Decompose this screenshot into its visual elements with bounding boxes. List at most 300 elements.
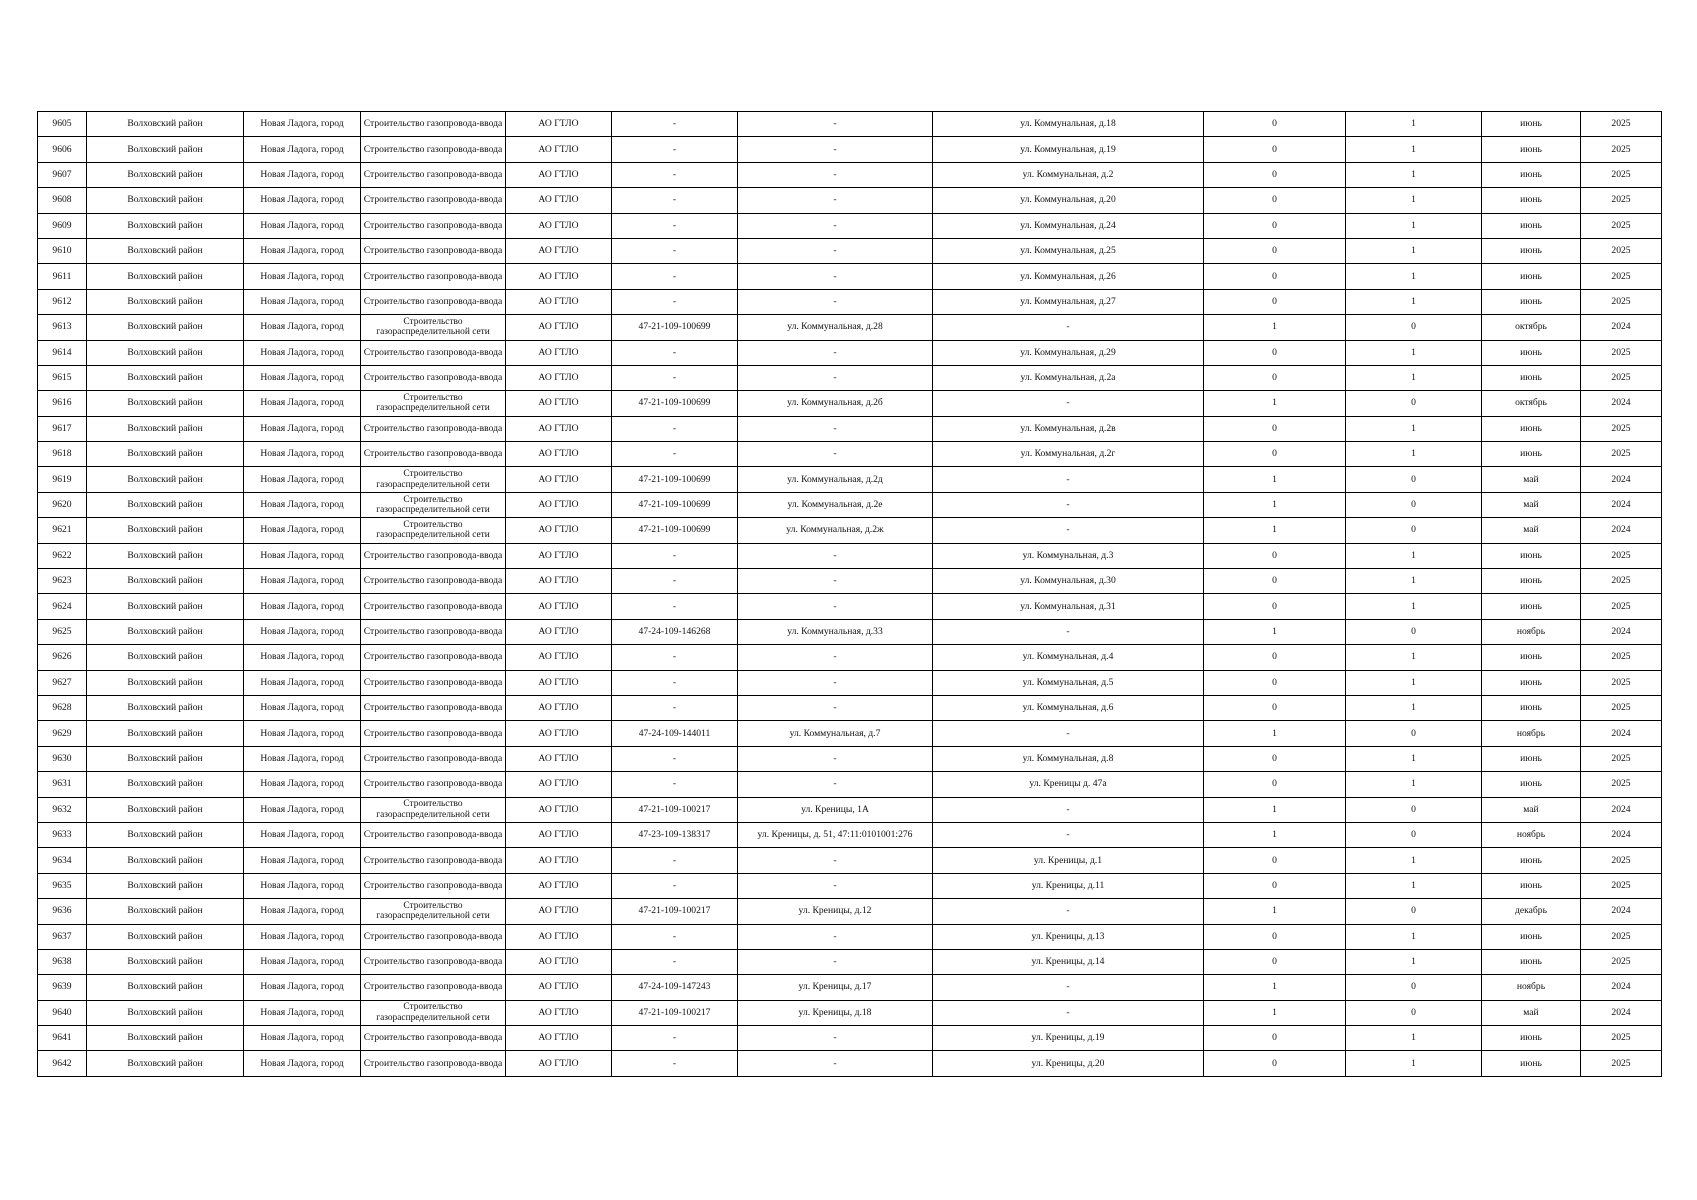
work-type-cell: Строительство газопровода-ввода bbox=[361, 162, 506, 187]
year-cell: 2025 bbox=[1581, 162, 1662, 187]
district-cell: Волховский район bbox=[87, 264, 244, 289]
row-number-cell: 9622 bbox=[38, 543, 87, 568]
table-row bbox=[38, 1051, 1662, 1076]
inlet-flag-cell: 1 bbox=[1346, 416, 1482, 441]
object-code-cell: - bbox=[612, 924, 738, 949]
operator-cell: АО ГТЛО bbox=[506, 162, 612, 187]
inlet-address-cell: ул. Коммунальная, д.31 bbox=[933, 594, 1204, 619]
settlement-cell: Новая Ладога, город bbox=[244, 391, 361, 416]
month-cell: июнь bbox=[1482, 924, 1581, 949]
operator-cell: АО ГТЛО bbox=[506, 416, 612, 441]
district-cell: Волховский район bbox=[87, 797, 244, 822]
work-type-cell: Строительство газопровода-ввода bbox=[361, 289, 506, 314]
operator-cell: АО ГТЛО bbox=[506, 467, 612, 492]
inlet-flag-cell: 1 bbox=[1346, 848, 1482, 873]
inlet-flag-cell: 1 bbox=[1346, 746, 1482, 771]
table-row bbox=[38, 492, 1662, 517]
work-type-cell: Строительство газопровода-ввода bbox=[361, 1026, 506, 1051]
work-type-cell: Строительство газораспределительной сети bbox=[361, 467, 506, 492]
network-address-cell: - bbox=[738, 746, 933, 771]
work-type-cell: Строительство газопровода-ввода bbox=[361, 975, 506, 1000]
work-type-cell: Строительство газопровода-ввода bbox=[361, 213, 506, 238]
month-cell: ноябрь bbox=[1482, 619, 1581, 644]
object-code-cell: - bbox=[612, 340, 738, 365]
month-cell: июнь bbox=[1482, 670, 1581, 695]
network-flag-cell: 0 bbox=[1204, 416, 1346, 441]
year-cell: 2024 bbox=[1581, 822, 1662, 847]
object-code-cell: 47-21-109-100217 bbox=[612, 797, 738, 822]
settlement-cell: Новая Ладога, город bbox=[244, 619, 361, 644]
inlet-address-cell: - bbox=[933, 822, 1204, 847]
district-cell: Волховский район bbox=[87, 924, 244, 949]
network-address-cell: - bbox=[738, 1051, 933, 1076]
work-type-cell: Строительство газопровода-ввода bbox=[361, 340, 506, 365]
inlet-address-cell: ул. Коммунальная, д.2а bbox=[933, 365, 1204, 390]
inlet-address-cell: - bbox=[933, 467, 1204, 492]
row-number-cell: 9628 bbox=[38, 695, 87, 720]
network-address-cell: - bbox=[738, 670, 933, 695]
row-number-cell: 9620 bbox=[38, 492, 87, 517]
network-address-cell: - bbox=[738, 289, 933, 314]
inlet-address-cell: ул. Коммунальная, д.2в bbox=[933, 416, 1204, 441]
month-cell: июнь bbox=[1482, 188, 1581, 213]
network-flag-cell: 1 bbox=[1204, 315, 1346, 340]
year-cell: 2025 bbox=[1581, 873, 1662, 898]
inlet-flag-cell: 0 bbox=[1346, 797, 1482, 822]
inlet-flag-cell: 0 bbox=[1346, 721, 1482, 746]
object-code-cell: - bbox=[612, 264, 738, 289]
district-cell: Волховский район bbox=[87, 315, 244, 340]
district-cell: Волховский район bbox=[87, 213, 244, 238]
settlement-cell: Новая Ладога, город bbox=[244, 238, 361, 263]
district-cell: Волховский район bbox=[87, 1026, 244, 1051]
network-flag-cell: 0 bbox=[1204, 772, 1346, 797]
district-cell: Волховский район bbox=[87, 340, 244, 365]
month-cell: ноябрь bbox=[1482, 721, 1581, 746]
settlement-cell: Новая Ладога, город bbox=[244, 594, 361, 619]
month-cell: июнь bbox=[1482, 365, 1581, 390]
network-address-cell: - bbox=[738, 848, 933, 873]
table-row bbox=[38, 543, 1662, 568]
year-cell: 2025 bbox=[1581, 670, 1662, 695]
inlet-address-cell: ул. Креницы, д.20 bbox=[933, 1051, 1204, 1076]
document-page bbox=[37, 111, 1661, 1077]
operator-cell: АО ГТЛО bbox=[506, 695, 612, 720]
month-cell: июнь bbox=[1482, 695, 1581, 720]
settlement-cell: Новая Ладога, город bbox=[244, 416, 361, 441]
year-cell: 2024 bbox=[1581, 518, 1662, 543]
work-type-cell: Строительство газопровода-ввода bbox=[361, 848, 506, 873]
network-address-cell: ул. Коммунальная, д.2е bbox=[738, 492, 933, 517]
table-row bbox=[38, 772, 1662, 797]
district-cell: Волховский район bbox=[87, 848, 244, 873]
settlement-cell: Новая Ладога, город bbox=[244, 213, 361, 238]
inlet-address-cell: ул. Креницы д. 47а bbox=[933, 772, 1204, 797]
inlet-flag-cell: 0 bbox=[1346, 1000, 1482, 1025]
table-row bbox=[38, 695, 1662, 720]
work-type-cell: Строительство газопровода-ввода bbox=[361, 695, 506, 720]
work-type-cell: Строительство газопровода-ввода bbox=[361, 1051, 506, 1076]
year-cell: 2024 bbox=[1581, 1000, 1662, 1025]
work-type-cell: Строительство газопровода-ввода bbox=[361, 822, 506, 847]
network-flag-cell: 1 bbox=[1204, 899, 1346, 924]
network-flag-cell: 0 bbox=[1204, 112, 1346, 137]
object-code-cell: - bbox=[612, 112, 738, 137]
inlet-address-cell: ул. Коммунальная, д.2 bbox=[933, 162, 1204, 187]
inlet-flag-cell: 1 bbox=[1346, 442, 1482, 467]
inlet-address-cell: ул. Коммунальная, д.25 bbox=[933, 238, 1204, 263]
district-cell: Волховский район bbox=[87, 594, 244, 619]
table-row bbox=[38, 518, 1662, 543]
operator-cell: АО ГТЛО bbox=[506, 315, 612, 340]
year-cell: 2025 bbox=[1581, 188, 1662, 213]
settlement-cell: Новая Ладога, город bbox=[244, 797, 361, 822]
month-cell: июнь bbox=[1482, 1026, 1581, 1051]
table-row bbox=[38, 213, 1662, 238]
inlet-address-cell: ул. Коммунальная, д.6 bbox=[933, 695, 1204, 720]
network-flag-cell: 0 bbox=[1204, 873, 1346, 898]
month-cell: июнь bbox=[1482, 949, 1581, 974]
network-address-cell: ул. Креницы, д. 51, 47:11:0101001:276 bbox=[738, 822, 933, 847]
inlet-flag-cell: 1 bbox=[1346, 340, 1482, 365]
object-code-cell: 47-23-109-138317 bbox=[612, 822, 738, 847]
inlet-address-cell: ул. Коммунальная, д.27 bbox=[933, 289, 1204, 314]
work-type-cell: Строительство газопровода-ввода bbox=[361, 137, 506, 162]
network-flag-cell: 1 bbox=[1204, 721, 1346, 746]
month-cell: октябрь bbox=[1482, 391, 1581, 416]
inlet-flag-cell: 0 bbox=[1346, 975, 1482, 1000]
operator-cell: АО ГТЛО bbox=[506, 645, 612, 670]
network-flag-cell: 0 bbox=[1204, 264, 1346, 289]
settlement-cell: Новая Ладога, город bbox=[244, 899, 361, 924]
month-cell: июнь bbox=[1482, 645, 1581, 670]
district-cell: Волховский район bbox=[87, 137, 244, 162]
object-code-cell: - bbox=[612, 365, 738, 390]
settlement-cell: Новая Ладога, город bbox=[244, 645, 361, 670]
inlet-flag-cell: 1 bbox=[1346, 365, 1482, 390]
work-type-cell: Строительство газопровода-ввода bbox=[361, 112, 506, 137]
settlement-cell: Новая Ладога, город bbox=[244, 112, 361, 137]
settlement-cell: Новая Ладога, город bbox=[244, 162, 361, 187]
object-code-cell: - bbox=[612, 695, 738, 720]
table-row bbox=[38, 467, 1662, 492]
network-flag-cell: 0 bbox=[1204, 848, 1346, 873]
settlement-cell: Новая Ладога, город bbox=[244, 949, 361, 974]
object-code-cell: - bbox=[612, 416, 738, 441]
operator-cell: АО ГТЛО bbox=[506, 1000, 612, 1025]
district-cell: Волховский район bbox=[87, 975, 244, 1000]
work-type-cell: Строительство газораспределительной сети bbox=[361, 518, 506, 543]
row-number-cell: 9640 bbox=[38, 1000, 87, 1025]
inlet-flag-cell: 0 bbox=[1346, 899, 1482, 924]
settlement-cell: Новая Ладога, город bbox=[244, 289, 361, 314]
network-address-cell: - bbox=[738, 594, 933, 619]
settlement-cell: Новая Ладога, город bbox=[244, 188, 361, 213]
operator-cell: АО ГТЛО bbox=[506, 264, 612, 289]
table-row bbox=[38, 848, 1662, 873]
year-cell: 2025 bbox=[1581, 1051, 1662, 1076]
row-number-cell: 9639 bbox=[38, 975, 87, 1000]
table-row bbox=[38, 797, 1662, 822]
row-number-cell: 9627 bbox=[38, 670, 87, 695]
network-flag-cell: 0 bbox=[1204, 213, 1346, 238]
operator-cell: АО ГТЛО bbox=[506, 797, 612, 822]
district-cell: Волховский район bbox=[87, 619, 244, 644]
network-address-cell: - bbox=[738, 213, 933, 238]
inlet-address-cell: - bbox=[933, 391, 1204, 416]
row-number-cell: 9636 bbox=[38, 899, 87, 924]
settlement-cell: Новая Ладога, город bbox=[244, 492, 361, 517]
inlet-flag-cell: 0 bbox=[1346, 315, 1482, 340]
network-flag-cell: 1 bbox=[1204, 518, 1346, 543]
month-cell: май bbox=[1482, 492, 1581, 517]
year-cell: 2025 bbox=[1581, 746, 1662, 771]
settlement-cell: Новая Ладога, город bbox=[244, 1051, 361, 1076]
work-type-cell: Строительство газораспределительной сети bbox=[361, 315, 506, 340]
network-address-cell: - bbox=[738, 924, 933, 949]
inlet-flag-cell: 1 bbox=[1346, 924, 1482, 949]
operator-cell: АО ГТЛО bbox=[506, 746, 612, 771]
operator-cell: АО ГТЛО bbox=[506, 848, 612, 873]
object-code-cell: - bbox=[612, 137, 738, 162]
inlet-flag-cell: 1 bbox=[1346, 772, 1482, 797]
inlet-flag-cell: 1 bbox=[1346, 289, 1482, 314]
table-row bbox=[38, 340, 1662, 365]
work-type-cell: Строительство газопровода-ввода bbox=[361, 416, 506, 441]
table-row bbox=[38, 949, 1662, 974]
row-number-cell: 9618 bbox=[38, 442, 87, 467]
work-type-cell: Строительство газораспределительной сети bbox=[361, 797, 506, 822]
district-cell: Волховский район bbox=[87, 518, 244, 543]
work-type-cell: Строительство газопровода-ввода bbox=[361, 264, 506, 289]
table-body bbox=[38, 112, 1662, 1077]
row-number-cell: 9610 bbox=[38, 238, 87, 263]
district-cell: Волховский район bbox=[87, 1000, 244, 1025]
inlet-flag-cell: 1 bbox=[1346, 873, 1482, 898]
month-cell: июнь bbox=[1482, 594, 1581, 619]
month-cell: июнь bbox=[1482, 162, 1581, 187]
operator-cell: АО ГТЛО bbox=[506, 365, 612, 390]
month-cell: июнь bbox=[1482, 213, 1581, 238]
year-cell: 2024 bbox=[1581, 975, 1662, 1000]
object-code-cell: 47-21-109-100699 bbox=[612, 391, 738, 416]
settlement-cell: Новая Ладога, город bbox=[244, 848, 361, 873]
year-cell: 2024 bbox=[1581, 391, 1662, 416]
row-number-cell: 9635 bbox=[38, 873, 87, 898]
settlement-cell: Новая Ладога, город bbox=[244, 772, 361, 797]
network-flag-cell: 0 bbox=[1204, 670, 1346, 695]
year-cell: 2024 bbox=[1581, 721, 1662, 746]
operator-cell: АО ГТЛО bbox=[506, 188, 612, 213]
inlet-address-cell: - bbox=[933, 975, 1204, 1000]
object-code-cell: - bbox=[612, 289, 738, 314]
year-cell: 2025 bbox=[1581, 543, 1662, 568]
inlet-flag-cell: 1 bbox=[1346, 264, 1482, 289]
table-row bbox=[38, 416, 1662, 441]
year-cell: 2024 bbox=[1581, 619, 1662, 644]
operator-cell: АО ГТЛО bbox=[506, 873, 612, 898]
year-cell: 2025 bbox=[1581, 569, 1662, 594]
table-row bbox=[38, 822, 1662, 847]
district-cell: Волховский район bbox=[87, 645, 244, 670]
year-cell: 2025 bbox=[1581, 1026, 1662, 1051]
work-type-cell: Строительство газопровода-ввода bbox=[361, 721, 506, 746]
settlement-cell: Новая Ладога, город bbox=[244, 137, 361, 162]
district-cell: Волховский район bbox=[87, 467, 244, 492]
district-cell: Волховский район bbox=[87, 899, 244, 924]
table-row bbox=[38, 289, 1662, 314]
network-address-cell: - bbox=[738, 264, 933, 289]
network-address-cell: ул. Коммунальная, д.2ж bbox=[738, 518, 933, 543]
table-row bbox=[38, 899, 1662, 924]
work-type-cell: Строительство газораспределительной сети bbox=[361, 492, 506, 517]
network-flag-cell: 0 bbox=[1204, 137, 1346, 162]
inlet-flag-cell: 1 bbox=[1346, 949, 1482, 974]
work-type-cell: Строительство газопровода-ввода bbox=[361, 772, 506, 797]
settlement-cell: Новая Ладога, город bbox=[244, 569, 361, 594]
district-cell: Волховский район bbox=[87, 112, 244, 137]
network-flag-cell: 1 bbox=[1204, 619, 1346, 644]
month-cell: май bbox=[1482, 467, 1581, 492]
operator-cell: АО ГТЛО bbox=[506, 543, 612, 568]
network-flag-cell: 0 bbox=[1204, 238, 1346, 263]
network-flag-cell: 1 bbox=[1204, 391, 1346, 416]
network-flag-cell: 0 bbox=[1204, 340, 1346, 365]
operator-cell: АО ГТЛО bbox=[506, 442, 612, 467]
network-flag-cell: 0 bbox=[1204, 188, 1346, 213]
month-cell: июнь bbox=[1482, 543, 1581, 568]
operator-cell: АО ГТЛО bbox=[506, 721, 612, 746]
year-cell: 2025 bbox=[1581, 695, 1662, 720]
month-cell: июнь bbox=[1482, 264, 1581, 289]
inlet-flag-cell: 1 bbox=[1346, 162, 1482, 187]
row-number-cell: 9616 bbox=[38, 391, 87, 416]
object-code-cell: - bbox=[612, 772, 738, 797]
year-cell: 2024 bbox=[1581, 492, 1662, 517]
work-type-cell: Строительство газораспределительной сети bbox=[361, 1000, 506, 1025]
table-row bbox=[38, 873, 1662, 898]
district-cell: Волховский район bbox=[87, 162, 244, 187]
network-address-cell: ул. Креницы, д.17 bbox=[738, 975, 933, 1000]
inlet-address-cell: - bbox=[933, 721, 1204, 746]
network-flag-cell: 0 bbox=[1204, 289, 1346, 314]
settlement-cell: Новая Ладога, город bbox=[244, 721, 361, 746]
table-row bbox=[38, 569, 1662, 594]
work-type-cell: Строительство газораспределительной сети bbox=[361, 391, 506, 416]
row-number-cell: 9630 bbox=[38, 746, 87, 771]
year-cell: 2024 bbox=[1581, 467, 1662, 492]
district-cell: Волховский район bbox=[87, 822, 244, 847]
network-address-cell: ул. Коммунальная, д.2б bbox=[738, 391, 933, 416]
inlet-address-cell: ул. Коммунальная, д.29 bbox=[933, 340, 1204, 365]
inlet-flag-cell: 0 bbox=[1346, 619, 1482, 644]
network-flag-cell: 0 bbox=[1204, 1026, 1346, 1051]
inlet-flag-cell: 1 bbox=[1346, 112, 1482, 137]
month-cell: декабрь bbox=[1482, 899, 1581, 924]
object-code-cell: 47-21-109-100699 bbox=[612, 315, 738, 340]
settlement-cell: Новая Ладога, город bbox=[244, 264, 361, 289]
inlet-address-cell: - bbox=[933, 619, 1204, 644]
network-address-cell: ул. Коммунальная, д.7 bbox=[738, 721, 933, 746]
district-cell: Волховский район bbox=[87, 1051, 244, 1076]
district-cell: Волховский район bbox=[87, 949, 244, 974]
network-address-cell: ул. Коммунальная, д.2д bbox=[738, 467, 933, 492]
table-row bbox=[38, 1026, 1662, 1051]
network-address-cell: - bbox=[738, 238, 933, 263]
work-type-cell: Строительство газопровода-ввода bbox=[361, 949, 506, 974]
month-cell: июнь bbox=[1482, 442, 1581, 467]
inlet-flag-cell: 1 bbox=[1346, 188, 1482, 213]
table-row bbox=[38, 924, 1662, 949]
network-flag-cell: 1 bbox=[1204, 1000, 1346, 1025]
year-cell: 2025 bbox=[1581, 594, 1662, 619]
object-code-cell: - bbox=[612, 569, 738, 594]
table-row bbox=[38, 238, 1662, 263]
inlet-flag-cell: 1 bbox=[1346, 213, 1482, 238]
operator-cell: АО ГТЛО bbox=[506, 1026, 612, 1051]
work-type-cell: Строительство газопровода-ввода bbox=[361, 543, 506, 568]
network-address-cell: - bbox=[738, 1026, 933, 1051]
operator-cell: АО ГТЛО bbox=[506, 238, 612, 263]
object-code-cell: - bbox=[612, 670, 738, 695]
settlement-cell: Новая Ладога, город bbox=[244, 315, 361, 340]
network-flag-cell: 1 bbox=[1204, 467, 1346, 492]
inlet-address-cell: - bbox=[933, 1000, 1204, 1025]
row-number-cell: 9621 bbox=[38, 518, 87, 543]
row-number-cell: 9632 bbox=[38, 797, 87, 822]
inlet-address-cell: ул. Коммунальная, д.26 bbox=[933, 264, 1204, 289]
network-flag-cell: 0 bbox=[1204, 569, 1346, 594]
inlet-flag-cell: 1 bbox=[1346, 569, 1482, 594]
inlet-address-cell: ул. Креницы, д.14 bbox=[933, 949, 1204, 974]
month-cell: июнь bbox=[1482, 340, 1581, 365]
network-address-cell: - bbox=[738, 188, 933, 213]
district-cell: Волховский район bbox=[87, 569, 244, 594]
network-flag-cell: 1 bbox=[1204, 797, 1346, 822]
operator-cell: АО ГТЛО bbox=[506, 670, 612, 695]
month-cell: май bbox=[1482, 518, 1581, 543]
network-flag-cell: 0 bbox=[1204, 543, 1346, 568]
table-row bbox=[38, 746, 1662, 771]
network-flag-cell: 0 bbox=[1204, 365, 1346, 390]
network-address-cell: ул. Креницы, д.18 bbox=[738, 1000, 933, 1025]
month-cell: ноябрь bbox=[1482, 822, 1581, 847]
district-cell: Волховский район bbox=[87, 746, 244, 771]
network-flag-cell: 0 bbox=[1204, 162, 1346, 187]
operator-cell: АО ГТЛО bbox=[506, 975, 612, 1000]
network-address-cell: - bbox=[738, 137, 933, 162]
table-row bbox=[38, 1000, 1662, 1025]
month-cell: июнь bbox=[1482, 112, 1581, 137]
work-type-cell: Строительство газопровода-ввода bbox=[361, 924, 506, 949]
work-type-cell: Строительство газопровода-ввода bbox=[361, 645, 506, 670]
operator-cell: АО ГТЛО bbox=[506, 924, 612, 949]
operator-cell: АО ГТЛО bbox=[506, 112, 612, 137]
network-address-cell: ул. Коммунальная, д.28 bbox=[738, 315, 933, 340]
work-type-cell: Строительство газопровода-ввода bbox=[361, 365, 506, 390]
table-row bbox=[38, 975, 1662, 1000]
object-code-cell: 47-21-109-100699 bbox=[612, 492, 738, 517]
work-type-cell: Строительство газопровода-ввода bbox=[361, 670, 506, 695]
work-type-cell: Строительство газопровода-ввода bbox=[361, 619, 506, 644]
object-code-cell: - bbox=[612, 1026, 738, 1051]
network-address-cell: - bbox=[738, 772, 933, 797]
month-cell: июнь bbox=[1482, 746, 1581, 771]
inlet-address-cell: ул. Креницы, д.13 bbox=[933, 924, 1204, 949]
settlement-cell: Новая Ладога, город bbox=[244, 442, 361, 467]
table-row bbox=[38, 442, 1662, 467]
row-number-cell: 9626 bbox=[38, 645, 87, 670]
